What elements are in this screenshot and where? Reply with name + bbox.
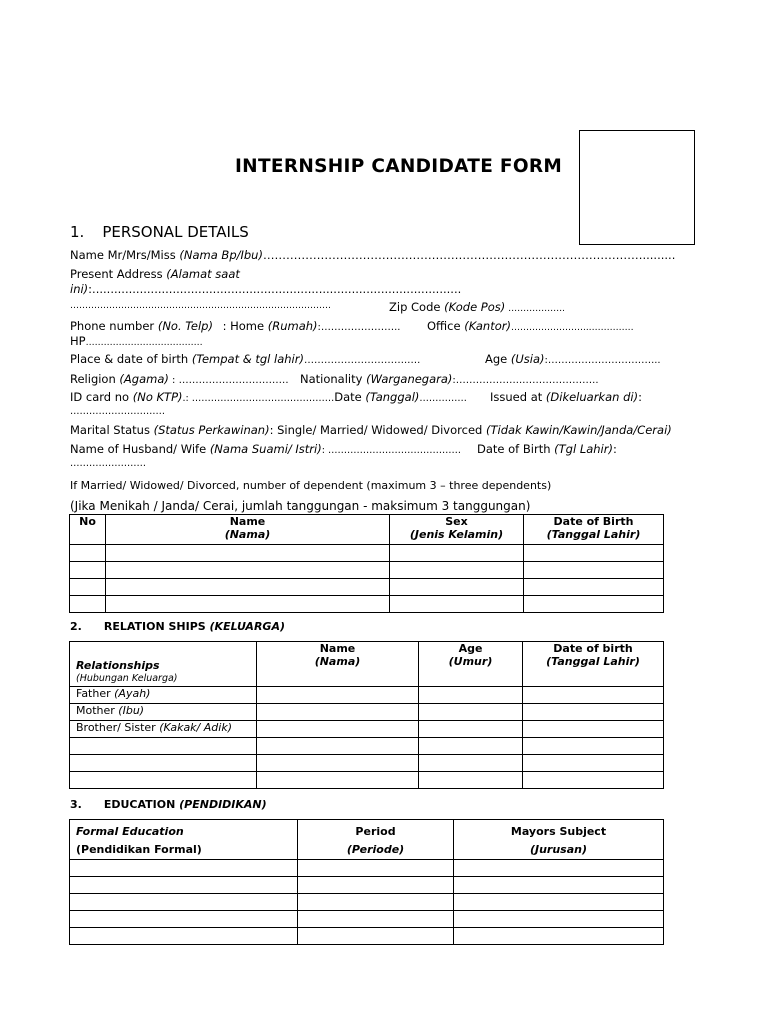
age-field[interactable]: Age (Usia):……………………….…... — [485, 352, 661, 366]
section-1-heading — [70, 223, 249, 241]
header-period: Period (Periode) — [298, 820, 454, 860]
birth-field[interactable]: Place & date of birth (Tempat & tgl lahir)………………………….…. — [70, 352, 421, 366]
section-1-number: 1. — [70, 223, 85, 241]
header-relationships: Relationships (Hubungan Keluarga) — [70, 642, 257, 687]
relationships-header-row — [70, 642, 664, 687]
spouse-name-field[interactable]: Name of Husband/ Wife (Nama Suami/ Istri): …………………………………… — [70, 442, 461, 456]
table-row[interactable] — [70, 894, 664, 911]
header-dob: Date of birth (Tanggal Lahir) — [523, 642, 664, 687]
spouse-dob-dots[interactable]: …………………… — [70, 458, 146, 469]
form-title: INTERNSHIP CANDIDATE FORM — [235, 156, 563, 177]
table-row[interactable] — [70, 596, 664, 613]
table-row-sibling[interactable]: Brother/ Sister (Kakak/ Adik) — [70, 721, 664, 738]
table-row[interactable] — [70, 545, 664, 562]
table-row-father[interactable]: Father (Ayah) — [70, 687, 664, 704]
issued-at-field[interactable]: Issued at (Dikeluarkan di): — [490, 390, 642, 404]
header-major-subject: Mayors Subject (Jurusan) — [454, 820, 664, 860]
name-field[interactable]: Name Mr/Mrs/Miss (Nama Bp/Ibu)………………………………………………………………………………………......... — [70, 248, 676, 262]
address-field[interactable]: ini):..................................................................................................... — [70, 282, 462, 296]
table-row[interactable] — [70, 772, 664, 789]
header-dob: Date of Birth (Tanggal Lahir) — [524, 515, 664, 545]
education-header-row — [70, 820, 664, 860]
phone-field[interactable]: Phone number (No. Telp) : Home (Rumah):….……………….. — [70, 319, 401, 333]
marital-status-field[interactable]: Marital Status (Status Perkawinan): Single/ Married/ Widowed/ Divorced (Tidak Kawin/Kawin/Janda/Cerai) — [70, 423, 672, 437]
issued-at-dots[interactable]: ………………………… — [70, 406, 165, 417]
table-row[interactable] — [70, 860, 664, 877]
header-age: Age (Umur) — [419, 642, 523, 687]
id-card-field[interactable]: ID card no (No KTP).: ………………………………………Date (Tanggal)…………… — [70, 390, 467, 404]
address-field-line-2[interactable]: …………………………………………………………………………… — [70, 301, 331, 311]
zip-code-field[interactable]: Zip Code (Kode Pos) ………………. — [389, 300, 565, 314]
dependents-table — [69, 514, 664, 613]
section-3-heading: 3. EDUCATION (PENDIDIKAN) — [70, 798, 267, 811]
section-1-title: PERSONAL DETAILS — [102, 223, 249, 241]
spouse-dob-field[interactable]: Date of Birth (Tgl Lahir): — [477, 442, 617, 456]
religion-field[interactable]: Religion (Agama) : …………………………… — [70, 372, 289, 386]
office-phone-field[interactable]: Office (Kantor)……………………..…………… — [427, 319, 634, 333]
table-row[interactable] — [70, 755, 664, 772]
header-name: Name (Nama) — [257, 642, 419, 687]
table-row[interactable] — [70, 562, 664, 579]
header-formal-education: Formal Education (Pendidikan Formal) — [70, 820, 298, 860]
table-row[interactable] — [70, 738, 664, 755]
table-row[interactable] — [70, 877, 664, 894]
header-name: Name (Nama) — [106, 515, 390, 545]
table-row[interactable] — [70, 911, 664, 928]
education-table — [69, 819, 664, 945]
table-row[interactable] — [70, 579, 664, 596]
photo-box — [579, 130, 695, 245]
section-2-heading: 2. RELATION SHIPS (KELUARGA) — [70, 620, 285, 633]
relationships-table — [69, 641, 664, 789]
address-label: Present Address (Alamat saat — [70, 267, 240, 281]
header-no: No — [70, 515, 106, 545]
table-row-mother[interactable]: Mother (Ibu) — [70, 704, 664, 721]
dependents-header-row — [70, 515, 664, 545]
dependent-note-id: (Jika Menikah / Janda/ Cerai, jumlah tanggungan - maksimum 3 tanggungan) — [70, 499, 531, 513]
hp-field[interactable]: HP………………………………… — [70, 334, 203, 348]
header-sex: Sex (Jenis Kelamin) — [390, 515, 524, 545]
nationality-field[interactable]: Nationality (Warganegara):………………..………………….. — [300, 372, 599, 386]
table-row[interactable] — [70, 928, 664, 945]
dependent-note: If Married/ Widowed/ Divorced, number of dependent (maximum 3 – three dependents) — [70, 479, 552, 492]
